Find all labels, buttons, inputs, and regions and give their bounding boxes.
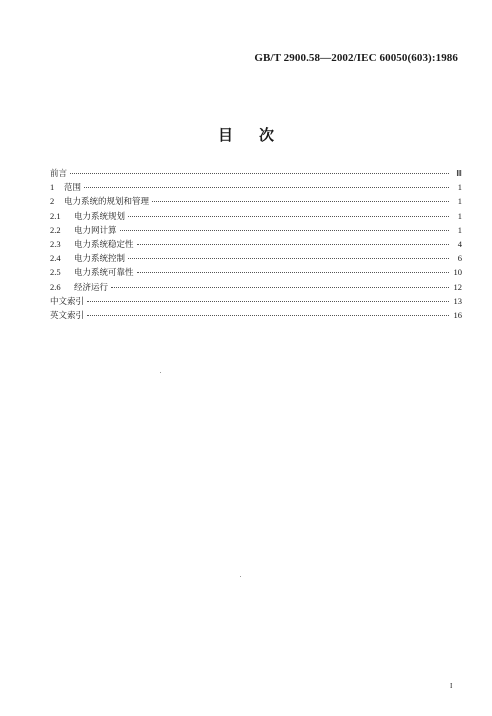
page-title: 目次 [217,126,300,144]
toc-entry-label: 电力系统可靠性 [74,268,134,279]
toc-leader-dots [87,315,449,316]
toc-entry-label: 电力系统控制 [74,254,126,265]
toc-leader-dots [152,201,449,202]
toc-entry-label: 范围 [64,183,82,194]
toc-entry-number: 2 [50,196,55,207]
toc-entry-page: 10 [453,267,462,278]
toc-entry-english-index[interactable] [50,308,462,322]
toc-entry-label: 前言 [50,169,68,179]
toc-entry-planning-management[interactable] [50,194,462,208]
toc-leader-dots [111,287,449,288]
toc-entry-page: 1 [457,196,462,207]
toc-entry-network-calculation[interactable] [50,223,462,237]
toc-entry-page: 1 [457,182,462,193]
toc-entry-page: 1 [457,224,462,235]
toc-entry-label: 电力网计算 [74,225,117,236]
toc-entry-economic-operation[interactable] [50,280,462,294]
toc-entry-chinese-index[interactable] [50,294,462,308]
toc-entry-label: 中文索引 [50,296,85,307]
toc-leader-dots [137,272,449,273]
toc-leader-dots [70,173,449,174]
toc-leader-dots [128,258,449,259]
standard-code-header: GB/T 2900.58—2002/IEC 60050(603):1986 [254,52,458,64]
toc-entry-number: 2.5 [50,267,61,278]
toc-leader-dots [137,244,449,245]
toc-entry-number: 2.3 [50,238,61,249]
toc-entry-page: 13 [453,295,462,306]
toc-entry-number: 1 [50,182,55,193]
toc-entry-system-planning[interactable] [50,209,462,223]
toc-entry-number: 2.6 [50,281,61,292]
scan-speck [240,576,241,577]
toc-entry-number: 2.1 [50,210,61,221]
toc-entry-label: 电力系统规划 [74,211,126,222]
toc-leader-dots [120,230,449,231]
toc-entry-system-control[interactable] [50,251,462,265]
toc-leader-dots [128,216,449,217]
toc-entry-number: 2.4 [50,253,61,264]
toc-entry-page: Ⅲ [456,168,462,178]
toc-entry-foreword[interactable] [50,166,462,180]
toc-entry-scope[interactable] [50,180,462,194]
toc-leader-dots [84,187,449,188]
toc-entry-system-reliability[interactable] [50,265,462,279]
toc-entry-number: 2.2 [50,224,61,235]
toc-entry-page: 16 [453,309,462,320]
page-number: I [450,682,453,690]
toc-entry-label: 经济运行 [74,282,109,293]
table-of-contents [50,166,462,322]
toc-entry-system-stability[interactable] [50,237,462,251]
toc-entry-page: 4 [457,238,462,249]
toc-entry-page: 12 [453,281,462,292]
scan-speck [160,372,161,373]
toc-entry-label: 电力系统稳定性 [74,239,134,250]
toc-entry-page: 6 [457,253,462,264]
toc-leader-dots [87,301,449,302]
toc-entry-page: 1 [457,210,462,221]
toc-entry-label: 英文索引 [50,310,85,321]
toc-entry-label: 电力系统的规划和管理 [64,197,150,208]
